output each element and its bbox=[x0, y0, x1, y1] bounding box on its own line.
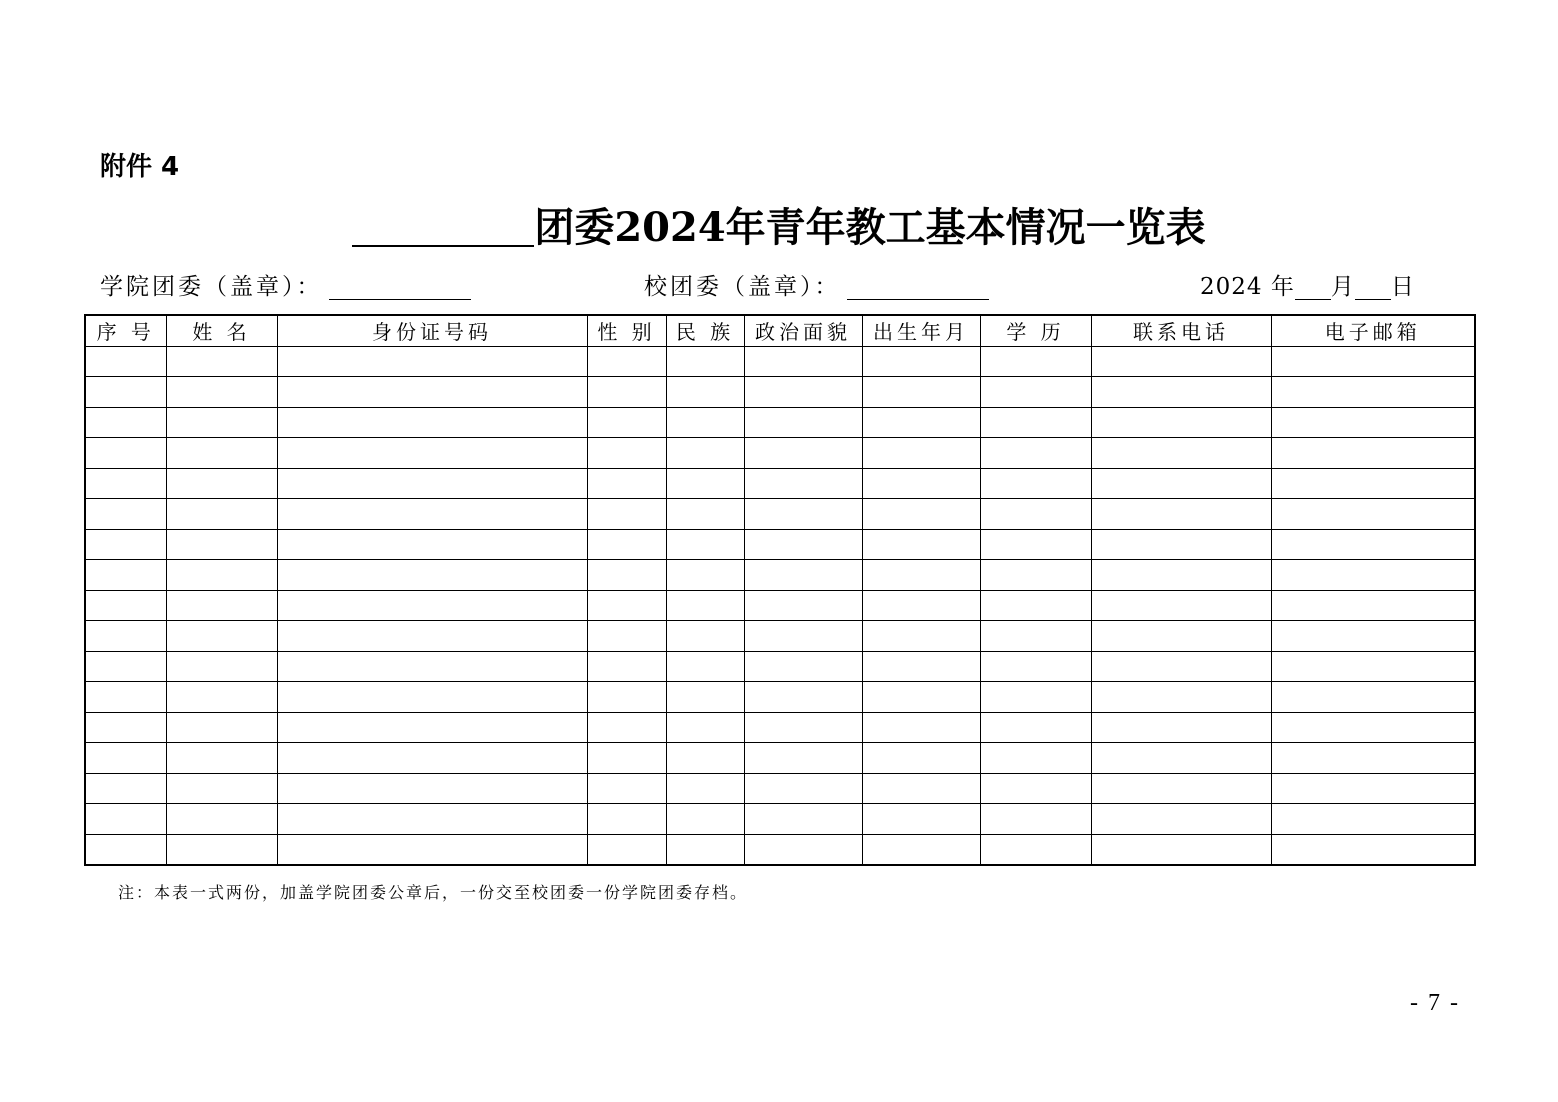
title-text: 团委2024年青年教工基本情况一览表 bbox=[534, 204, 1206, 251]
table-cell[interactable] bbox=[666, 407, 744, 438]
table-cell[interactable] bbox=[980, 499, 1091, 530]
date-month-blank[interactable] bbox=[1295, 277, 1331, 300]
table-cell[interactable] bbox=[166, 377, 277, 408]
table-cell[interactable] bbox=[587, 377, 666, 408]
school-stamp-label: 校团委（盖章）： bbox=[644, 274, 841, 300]
header-phone: 联系电话 bbox=[1091, 315, 1271, 346]
table-cell[interactable] bbox=[744, 529, 862, 560]
table-cell[interactable] bbox=[1091, 468, 1271, 499]
table-cell[interactable] bbox=[277, 590, 587, 621]
table-row bbox=[85, 560, 1475, 591]
table-cell[interactable] bbox=[862, 834, 980, 865]
table-cell[interactable] bbox=[277, 346, 587, 377]
header-seq: 序 号 bbox=[85, 315, 166, 346]
table-cell[interactable] bbox=[744, 438, 862, 469]
date-day-blank[interactable] bbox=[1355, 277, 1391, 300]
table-cell[interactable] bbox=[587, 438, 666, 469]
table-cell[interactable] bbox=[166, 804, 277, 835]
table-cell[interactable] bbox=[587, 407, 666, 438]
table-cell[interactable] bbox=[1091, 743, 1271, 774]
table-cell[interactable] bbox=[277, 377, 587, 408]
footnote: 注：本表一式两份，加盖学院团委公章后，一份交至校团委一份学院团委存档。 bbox=[118, 883, 749, 902]
table-cell[interactable] bbox=[744, 834, 862, 865]
table-cell[interactable] bbox=[277, 499, 587, 530]
table-cell[interactable] bbox=[744, 651, 862, 682]
table-cell[interactable] bbox=[744, 560, 862, 591]
page-number: - 7 - bbox=[1410, 990, 1460, 1016]
table-row bbox=[85, 407, 1475, 438]
table-cell[interactable] bbox=[277, 560, 587, 591]
table-cell[interactable] bbox=[277, 529, 587, 560]
table-cell[interactable] bbox=[587, 651, 666, 682]
table-cell[interactable] bbox=[744, 468, 862, 499]
table-cell[interactable] bbox=[1271, 590, 1475, 621]
table-row bbox=[85, 346, 1475, 377]
table-cell[interactable] bbox=[744, 804, 862, 835]
table-row bbox=[85, 590, 1475, 621]
table-row bbox=[85, 468, 1475, 499]
table-row bbox=[85, 773, 1475, 804]
table-cell[interactable] bbox=[85, 651, 166, 682]
table-cell[interactable] bbox=[980, 407, 1091, 438]
table-cell[interactable] bbox=[744, 590, 862, 621]
table-cell[interactable] bbox=[587, 834, 666, 865]
table-cell[interactable] bbox=[862, 377, 980, 408]
date-day-label: 日 bbox=[1390, 274, 1415, 300]
college-stamp-line bbox=[100, 268, 471, 301]
table-cell[interactable] bbox=[85, 621, 166, 652]
table-cell[interactable] bbox=[587, 529, 666, 560]
table-cell[interactable] bbox=[1091, 804, 1271, 835]
table-cell[interactable] bbox=[166, 590, 277, 621]
table-cell[interactable] bbox=[85, 804, 166, 835]
table-cell[interactable] bbox=[862, 651, 980, 682]
table-cell[interactable] bbox=[862, 407, 980, 438]
table-row bbox=[85, 682, 1475, 713]
table-cell[interactable] bbox=[166, 529, 277, 560]
table-cell[interactable] bbox=[277, 468, 587, 499]
table-cell[interactable] bbox=[980, 743, 1091, 774]
school-stamp-blank[interactable] bbox=[847, 277, 989, 300]
table-cell[interactable] bbox=[277, 743, 587, 774]
table-cell[interactable] bbox=[1091, 682, 1271, 713]
table-cell[interactable] bbox=[166, 468, 277, 499]
table-cell[interactable] bbox=[85, 834, 166, 865]
table-row bbox=[85, 438, 1475, 469]
table-cell[interactable] bbox=[744, 682, 862, 713]
table-cell[interactable] bbox=[862, 438, 980, 469]
table-cell[interactable] bbox=[277, 682, 587, 713]
table-cell[interactable] bbox=[862, 804, 980, 835]
table-cell[interactable] bbox=[980, 804, 1091, 835]
header-political-status: 政治面貌 bbox=[744, 315, 862, 346]
table-cell[interactable] bbox=[166, 560, 277, 591]
table-cell[interactable] bbox=[862, 529, 980, 560]
date-month-label: 月 bbox=[1330, 274, 1355, 300]
table-cell[interactable] bbox=[587, 468, 666, 499]
table-cell[interactable] bbox=[166, 712, 277, 743]
table-cell[interactable] bbox=[666, 621, 744, 652]
table-cell[interactable] bbox=[85, 499, 166, 530]
table-cell[interactable] bbox=[1091, 651, 1271, 682]
table-cell[interactable] bbox=[1271, 468, 1475, 499]
table-cell[interactable] bbox=[744, 346, 862, 377]
table-cell[interactable] bbox=[862, 773, 980, 804]
table-cell[interactable] bbox=[1271, 560, 1475, 591]
table-cell[interactable] bbox=[587, 773, 666, 804]
table-cell[interactable] bbox=[587, 346, 666, 377]
header-education: 学 历 bbox=[980, 315, 1091, 346]
table-cell[interactable] bbox=[980, 621, 1091, 652]
table-cell[interactable] bbox=[85, 468, 166, 499]
table-cell[interactable] bbox=[666, 834, 744, 865]
table-row bbox=[85, 743, 1475, 774]
table-body bbox=[85, 346, 1475, 865]
table-cell[interactable] bbox=[862, 743, 980, 774]
teacher-roster-table bbox=[84, 314, 1476, 866]
table-cell[interactable] bbox=[980, 438, 1091, 469]
table-cell[interactable] bbox=[1271, 621, 1475, 652]
table-cell[interactable] bbox=[1271, 743, 1475, 774]
table-cell[interactable] bbox=[587, 499, 666, 530]
date-line bbox=[1200, 268, 1415, 301]
table-cell[interactable] bbox=[666, 377, 744, 408]
table-row bbox=[85, 621, 1475, 652]
table-cell[interactable] bbox=[666, 438, 744, 469]
table-cell[interactable] bbox=[744, 621, 862, 652]
table-cell[interactable] bbox=[666, 682, 744, 713]
table-cell[interactable] bbox=[277, 651, 587, 682]
table-cell[interactable] bbox=[587, 682, 666, 713]
table-cell[interactable] bbox=[980, 712, 1091, 743]
header-birth-date: 出生年月 bbox=[862, 315, 980, 346]
table-cell[interactable] bbox=[980, 834, 1091, 865]
table-cell[interactable] bbox=[744, 712, 862, 743]
table-cell[interactable] bbox=[1091, 407, 1271, 438]
table-cell[interactable] bbox=[587, 712, 666, 743]
table-row bbox=[85, 499, 1475, 530]
table-cell[interactable] bbox=[1091, 712, 1271, 743]
table-cell[interactable] bbox=[666, 773, 744, 804]
table-cell[interactable] bbox=[1271, 438, 1475, 469]
table-cell[interactable] bbox=[85, 377, 166, 408]
attachment-label: 附件 4 bbox=[100, 152, 180, 182]
table-cell[interactable] bbox=[166, 407, 277, 438]
table-cell[interactable] bbox=[85, 712, 166, 743]
header-email: 电子邮箱 bbox=[1271, 315, 1475, 346]
table-cell[interactable] bbox=[980, 377, 1091, 408]
table-cell[interactable] bbox=[166, 834, 277, 865]
table-cell[interactable] bbox=[744, 407, 862, 438]
table-cell[interactable] bbox=[277, 621, 587, 652]
table-cell[interactable] bbox=[85, 438, 166, 469]
college-stamp-label: 学院团委（盖章）： bbox=[100, 274, 323, 300]
table-cell[interactable] bbox=[166, 682, 277, 713]
table-cell[interactable] bbox=[1271, 529, 1475, 560]
table-cell[interactable] bbox=[980, 682, 1091, 713]
table-cell[interactable] bbox=[666, 590, 744, 621]
school-stamp-line bbox=[644, 268, 989, 301]
table-cell[interactable] bbox=[85, 590, 166, 621]
table-cell[interactable] bbox=[166, 438, 277, 469]
table-cell[interactable] bbox=[1271, 712, 1475, 743]
table-cell[interactable] bbox=[1091, 621, 1271, 652]
table-cell[interactable] bbox=[666, 743, 744, 774]
table-cell[interactable] bbox=[587, 743, 666, 774]
table-cell[interactable] bbox=[666, 499, 744, 530]
table-cell[interactable] bbox=[166, 651, 277, 682]
table-cell[interactable] bbox=[980, 590, 1091, 621]
table-cell[interactable] bbox=[277, 804, 587, 835]
table-cell[interactable] bbox=[85, 529, 166, 560]
table-cell[interactable] bbox=[1271, 834, 1475, 865]
table-cell[interactable] bbox=[862, 621, 980, 652]
table-cell[interactable] bbox=[1271, 804, 1475, 835]
table-cell[interactable] bbox=[744, 377, 862, 408]
table-cell[interactable] bbox=[277, 438, 587, 469]
table-row bbox=[85, 712, 1475, 743]
table-cell[interactable] bbox=[744, 773, 862, 804]
college-stamp-blank[interactable] bbox=[329, 277, 471, 300]
table-cell[interactable] bbox=[85, 407, 166, 438]
table-cell[interactable] bbox=[1091, 377, 1271, 408]
table-cell[interactable] bbox=[666, 712, 744, 743]
table-row bbox=[85, 529, 1475, 560]
header-gender: 性 别 bbox=[587, 315, 666, 346]
table-cell[interactable] bbox=[587, 804, 666, 835]
table-cell[interactable] bbox=[744, 499, 862, 530]
table-cell[interactable] bbox=[980, 560, 1091, 591]
table-cell[interactable] bbox=[1271, 682, 1475, 713]
table-cell[interactable] bbox=[587, 621, 666, 652]
table-cell[interactable] bbox=[277, 407, 587, 438]
table-cell[interactable] bbox=[277, 834, 587, 865]
document-title bbox=[0, 196, 1558, 253]
table-cell[interactable] bbox=[666, 560, 744, 591]
table-cell[interactable] bbox=[666, 529, 744, 560]
table-cell[interactable] bbox=[862, 712, 980, 743]
table-row bbox=[85, 804, 1475, 835]
table-cell[interactable] bbox=[166, 773, 277, 804]
table-header-row bbox=[85, 315, 1475, 346]
table-cell[interactable] bbox=[862, 560, 980, 591]
table-cell[interactable] bbox=[1271, 407, 1475, 438]
table-row bbox=[85, 834, 1475, 865]
header-name: 姓 名 bbox=[166, 315, 277, 346]
title-org-blank[interactable] bbox=[352, 205, 534, 247]
table-cell[interactable] bbox=[1091, 560, 1271, 591]
table-cell[interactable] bbox=[1091, 773, 1271, 804]
date-year: 2024 年 bbox=[1200, 274, 1295, 300]
table-cell[interactable] bbox=[85, 346, 166, 377]
header-ethnicity: 民 族 bbox=[666, 315, 744, 346]
table-cell[interactable] bbox=[277, 773, 587, 804]
table-cell[interactable] bbox=[85, 682, 166, 713]
table-cell[interactable] bbox=[166, 499, 277, 530]
table-cell[interactable] bbox=[1091, 499, 1271, 530]
table-cell[interactable] bbox=[1091, 438, 1271, 469]
table-cell[interactable] bbox=[666, 346, 744, 377]
table-cell[interactable] bbox=[166, 743, 277, 774]
table-cell[interactable] bbox=[1271, 651, 1475, 682]
table-cell[interactable] bbox=[1091, 529, 1271, 560]
table-cell[interactable] bbox=[1091, 834, 1271, 865]
table-cell[interactable] bbox=[980, 346, 1091, 377]
table-cell[interactable] bbox=[1271, 377, 1475, 408]
table-cell[interactable] bbox=[862, 682, 980, 713]
table-cell[interactable] bbox=[666, 804, 744, 835]
table-cell[interactable] bbox=[980, 773, 1091, 804]
table-cell[interactable] bbox=[166, 346, 277, 377]
table-cell[interactable] bbox=[1271, 499, 1475, 530]
table-row bbox=[85, 377, 1475, 408]
table-cell[interactable] bbox=[587, 560, 666, 591]
table-cell[interactable] bbox=[1271, 346, 1475, 377]
table-cell[interactable] bbox=[666, 468, 744, 499]
table-cell[interactable] bbox=[744, 743, 862, 774]
table-cell[interactable] bbox=[980, 651, 1091, 682]
table-cell[interactable] bbox=[980, 468, 1091, 499]
table-cell[interactable] bbox=[666, 651, 744, 682]
table-cell[interactable] bbox=[980, 529, 1091, 560]
table-cell[interactable] bbox=[862, 468, 980, 499]
table-cell[interactable] bbox=[277, 712, 587, 743]
table-cell[interactable] bbox=[166, 621, 277, 652]
table-cell[interactable] bbox=[1271, 773, 1475, 804]
table-cell[interactable] bbox=[85, 773, 166, 804]
table-cell[interactable] bbox=[587, 590, 666, 621]
table-row bbox=[85, 651, 1475, 682]
table-cell[interactable] bbox=[862, 499, 980, 530]
header-id-number: 身份证号码 bbox=[277, 315, 587, 346]
table-cell[interactable] bbox=[85, 560, 166, 591]
table-cell[interactable] bbox=[862, 590, 980, 621]
table-cell[interactable] bbox=[85, 743, 166, 774]
table-cell[interactable] bbox=[862, 346, 980, 377]
table-cell[interactable] bbox=[1091, 590, 1271, 621]
table-cell[interactable] bbox=[1091, 346, 1271, 377]
